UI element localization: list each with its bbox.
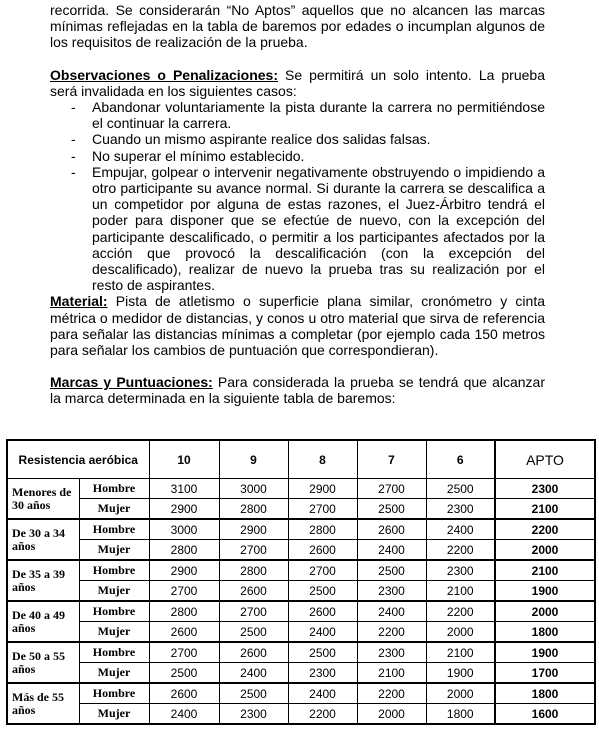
observations-paragraph: [50, 67, 545, 99]
sex-cell: Hombre: [79, 479, 149, 499]
score-value-cell: 2500: [149, 663, 219, 684]
material-paragraph: [50, 293, 545, 358]
table-row: [7, 581, 595, 602]
score-value-cell: 2400: [426, 519, 495, 540]
apto-value-cell: 1700: [495, 663, 595, 684]
spacer: [50, 51, 545, 67]
score-value-cell: 2500: [288, 642, 357, 663]
score-value-cell: 1800: [426, 704, 495, 725]
score-value-cell: 2600: [357, 519, 426, 540]
score-value-cell: 2500: [219, 622, 288, 643]
penalty-item: - No superar el mínimo establecido.: [92, 148, 545, 164]
baremos-table: [6, 439, 596, 725]
score-value-cell: 2900: [288, 479, 357, 499]
score-value-cell: 2700: [149, 642, 219, 663]
apto-value-cell: 1800: [495, 622, 595, 643]
score-value-cell: 2600: [149, 622, 219, 643]
score-value-cell: 2500: [219, 683, 288, 704]
score-value-cell: 2700: [149, 581, 219, 602]
table-row: [7, 540, 595, 561]
age-group-cell: Menores de 30 años: [7, 479, 79, 520]
table-row: [7, 683, 595, 704]
marcas-heading: Marcas y Puntuaciones:: [50, 374, 213, 391]
score-value-cell: 2500: [288, 581, 357, 602]
table-row: [7, 622, 595, 643]
score-value-cell: 2600: [288, 540, 357, 561]
observations-text: Se permitirá un solo intento. La prueba será invalidada en los siguientes casos:: [50, 66, 545, 99]
sex-cell: Mujer: [79, 581, 149, 602]
score-value-cell: 2000: [426, 683, 495, 704]
score-value-cell: 2600: [219, 581, 288, 602]
intro-paragraph: recorrida. Se considerarán “No Aptos” aquellos que no alcancen las marcas mínimas reflejadas en la tabla de baremos por edades o incumplan algunos de los requisitos de realización de la prueba.: [50, 2, 545, 51]
apto-value-cell: 2000: [495, 540, 595, 561]
score-value-cell: 2300: [426, 499, 495, 520]
score-value-cell: 2400: [219, 663, 288, 684]
score-value-cell: 2700: [219, 540, 288, 561]
score-value-cell: 2100: [357, 663, 426, 684]
score-header-cell: 8: [288, 440, 357, 479]
score-value-cell: 2800: [219, 560, 288, 581]
score-value-cell: 2800: [219, 499, 288, 520]
score-value-cell: 2500: [357, 560, 426, 581]
apto-header-cell: APTO: [495, 440, 595, 479]
score-value-cell: 2400: [288, 683, 357, 704]
table-header-row: [7, 440, 595, 479]
score-value-cell: 2100: [426, 581, 495, 602]
age-group-cell: De 50 a 55 años: [7, 642, 79, 683]
score-header-cell: 9: [219, 440, 288, 479]
score-value-cell: 3000: [219, 479, 288, 499]
apto-value-cell: 1600: [495, 704, 595, 725]
score-value-cell: 2000: [357, 704, 426, 725]
score-value-cell: 2300: [426, 560, 495, 581]
apto-value-cell: 2100: [495, 499, 595, 520]
sex-cell: Mujer: [79, 663, 149, 684]
score-value-cell: 2300: [288, 663, 357, 684]
table-row: [7, 519, 595, 540]
table-row: [7, 601, 595, 622]
sex-cell: Hombre: [79, 642, 149, 663]
sex-cell: Mujer: [79, 499, 149, 520]
score-value-cell: 2800: [288, 519, 357, 540]
age-group-cell: De 35 a 39 años: [7, 560, 79, 601]
score-value-cell: 2600: [219, 642, 288, 663]
apto-value-cell: 2000: [495, 601, 595, 622]
score-value-cell: 3000: [149, 519, 219, 540]
score-value-cell: 1900: [426, 663, 495, 684]
table-row: [7, 704, 595, 725]
score-value-cell: 2400: [288, 622, 357, 643]
table-row: [7, 560, 595, 581]
table-row: [7, 642, 595, 663]
score-value-cell: 2900: [149, 499, 219, 520]
sex-cell: Hombre: [79, 683, 149, 704]
table-row: [7, 479, 595, 499]
material-heading: Material:: [50, 293, 108, 310]
apto-value-cell: 1900: [495, 581, 595, 602]
marcas-text: Para considerada la prueba se tendrá que alcanzar la marca determinada en la siguiente tabla de baremos:: [50, 374, 545, 407]
score-value-cell: 2700: [288, 560, 357, 581]
apto-value-cell: 1900: [495, 642, 595, 663]
sex-cell: Mujer: [79, 704, 149, 725]
score-value-cell: 2800: [149, 540, 219, 561]
score-value-cell: 2500: [357, 499, 426, 520]
score-value-cell: 2600: [149, 683, 219, 704]
score-value-cell: 2400: [357, 540, 426, 561]
score-value-cell: 3100: [149, 479, 219, 499]
score-value-cell: 2200: [288, 704, 357, 725]
age-group-cell: De 30 a 34 años: [7, 519, 79, 560]
score-header-cell: 6: [426, 440, 495, 479]
score-value-cell: 2200: [357, 622, 426, 643]
apto-value-cell: 1800: [495, 683, 595, 704]
material-text: Pista de atletismo o superficie plana similar, cronómetro y cinta métrica o medidor de distancias, y conos u otro material que sirva de referencia para señalar las distancias mínimas a completar (por ejemplo cada 150 metros para señalar los cambios de puntuación que correspondieran).: [50, 293, 545, 359]
score-value-cell: 2100: [426, 642, 495, 663]
score-value-cell: 2200: [426, 540, 495, 561]
score-value-cell: 2900: [149, 560, 219, 581]
sex-cell: Hombre: [79, 601, 149, 622]
sex-cell: Mujer: [79, 622, 149, 643]
apto-value-cell: 2200: [495, 519, 595, 540]
sex-cell: Hombre: [79, 519, 149, 540]
age-group-cell: Más de 55 años: [7, 683, 79, 724]
sex-cell: Mujer: [79, 540, 149, 561]
score-value-cell: 2800: [149, 601, 219, 622]
observations-heading: Observaciones o Penalizaciones:: [50, 66, 278, 83]
score-header-cell: 7: [357, 440, 426, 479]
table-title-cell: Resistencia aeróbica: [7, 440, 149, 479]
penalty-item: - Cuando un mismo aspirante realice dos salidas falsas.: [92, 131, 545, 147]
score-value-cell: 2200: [426, 601, 495, 622]
score-value-cell: 2600: [288, 601, 357, 622]
penalty-item: - Abandonar voluntariamente la pista durante la carrera no permitiéndose el continuar la carrera.: [92, 99, 545, 131]
apto-value-cell: 2100: [495, 560, 595, 581]
score-value-cell: 2200: [357, 683, 426, 704]
score-value-cell: 2700: [357, 479, 426, 499]
marcas-paragraph: [50, 374, 545, 406]
document-body: [50, 2, 545, 407]
score-value-cell: 2400: [357, 601, 426, 622]
score-header-cell: 10: [149, 440, 219, 479]
apto-value-cell: 2300: [495, 479, 595, 499]
spacer: [50, 358, 545, 374]
score-value-cell: 2500: [426, 479, 495, 499]
score-value-cell: 2700: [288, 499, 357, 520]
score-value-cell: 2700: [219, 601, 288, 622]
table-row: [7, 663, 595, 684]
score-value-cell: 2400: [149, 704, 219, 725]
score-value-cell: 2300: [357, 642, 426, 663]
score-value-cell: 2000: [426, 622, 495, 643]
sex-cell: Hombre: [79, 560, 149, 581]
table-row: [7, 499, 595, 520]
age-group-cell: De 40 a 49 años: [7, 601, 79, 642]
score-value-cell: 2900: [219, 519, 288, 540]
penalty-item: - Empujar, golpear o intervenir negativamente obstruyendo o impidiendo a otro participante su avance normal. Si durante la carrera se descalifica a un competidor por alguna de estas razones, el Juez-Árbitro tendrá el poder para disponer que se efectúe de nuevo, con la excepción del participante descalificado, o permitir a los participantes afectados por la acción que provocó la descalificación (con la excepción del descalificado), realizar de nuevo la prueba tras su realización por el resto de aspirantes.: [92, 164, 545, 294]
score-value-cell: 2300: [357, 581, 426, 602]
score-value-cell: 2300: [219, 704, 288, 725]
penalty-list: [50, 99, 545, 293]
